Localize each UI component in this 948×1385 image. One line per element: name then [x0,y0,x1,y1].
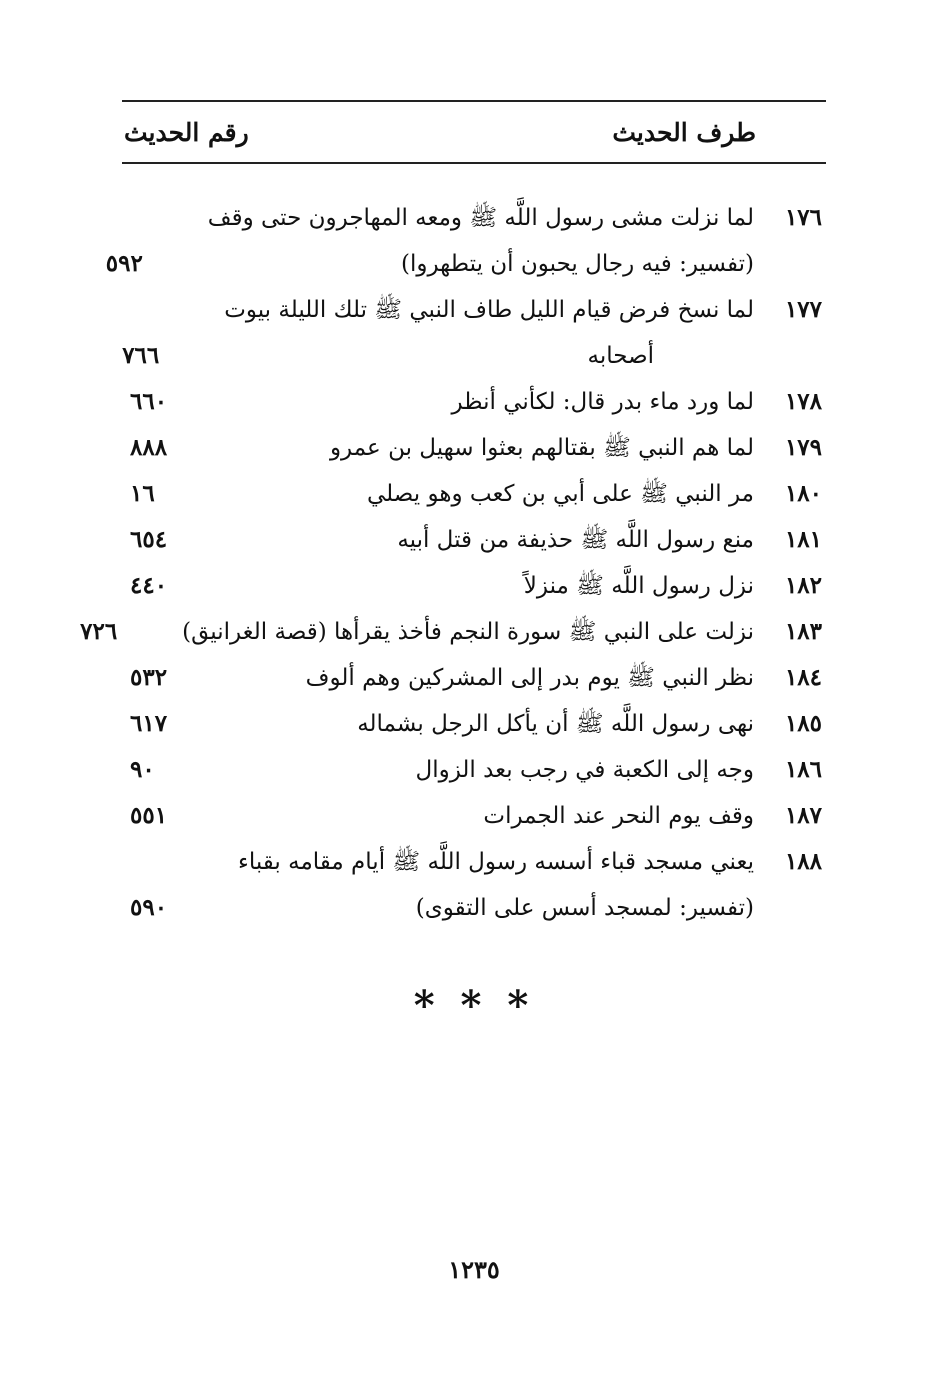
entry-hadith-number: ١٦ [130,480,155,507]
entry-hadith-number: ٦١٧ [130,710,168,737]
list-item [122,517,826,563]
entry-index: ١٧٧ [784,296,822,323]
entry-hadith-number: ٦٥٤ [130,526,168,553]
list-item [122,471,826,517]
list-item [122,747,826,793]
entry-line: لما نزلت مشى رسول اللَّه ﷺ ومعه المهاجرون حتى وقف [207,205,754,231]
entry-line: أصحابه [587,343,654,369]
entry-index: ١٨٦ [784,756,822,783]
entry-line: يعني مسجد قباء أسسه رسول اللَّه ﷺ أيام مقامه بقباء [238,849,754,875]
entry-index: ١٨٨ [784,848,822,875]
list-item [122,655,826,701]
entry-hadith-number: ٥٩٠ [130,894,168,921]
entry-text: مر النبي ﷺ على أبي بن كعب وهو يصلي [367,481,754,507]
entry-index: ١٨٣ [784,618,822,645]
hadith-index-list [80,195,826,931]
entry-line: (تفسير: لمسجد أسس على التقوى) [415,895,754,921]
entry-index: ١٨٤ [784,664,822,691]
entry-index: ١٧٦ [784,204,822,231]
list-item [122,563,826,609]
entry-text [208,195,754,287]
entry-hadith-number: ٨٨٨ [130,434,168,461]
entry-text: لما هم النبي ﷺ بقتالهم بعثوا سهيل بن عمرو [329,435,754,461]
entry-line: (تفسير: فيه رجال يحبون أن يتطهروا) [401,251,754,277]
entry-index: ١٨٥ [784,710,822,737]
entry-index: ١٧٩ [784,434,822,461]
section-separator: * * * [413,982,535,1029]
entry-text: نهى رسول اللَّه ﷺ أن يأكل الرجل بشماله [357,711,754,737]
list-item [122,379,826,425]
table-header [122,100,826,164]
entry-text: منع رسول اللَّه ﷺ حذيفة من قتل أبيه [397,527,754,553]
entry-index: ١٨٠ [784,480,822,507]
entry-text: نزلت على النبي ﷺ سورة النجم فأخذ يقرأها (قصة الغرانيق) [182,619,754,645]
entry-hadith-number: ٧٢٦ [80,618,118,645]
entry-index: ١٨١ [784,526,822,553]
entry-hadith-number: ٧٦٦ [122,342,160,369]
entry-line: لما نسخ فرض قيام الليل طاف النبي ﷺ تلك الليلة بيوت [224,297,754,323]
list-item [122,701,826,747]
entry-text: نظر النبي ﷺ يوم بدر إلى المشركين وهم ألوف [305,665,754,691]
entry-hadith-number: ٥٩٢ [105,250,143,277]
entry-hadith-number: ٦٦٠ [130,388,168,415]
entry-index: ١٧٨ [784,388,822,415]
hadith-number-column-header: رقم الحديث [124,118,249,147]
list-item [80,609,826,655]
entry-text: نزل رسول اللَّه ﷺ منزلاً [523,573,754,599]
entry-hadith-number: ٥٥١ [130,802,168,829]
list-item [122,839,826,931]
list-item [122,793,826,839]
list-item [122,425,826,471]
entry-text: وجه إلى الكعبة في رجب بعد الزوال [415,757,754,783]
entry-text: لما ورد ماء بدر قال: لكأني أنظر [451,389,754,415]
entry-index: ١٨٢ [784,572,822,599]
list-item [105,195,826,287]
hadith-extract-column-header: طرف الحديث [612,118,756,147]
entry-text [224,287,754,379]
entry-index: ١٨٧ [784,802,822,829]
list-item [122,287,826,379]
entry-hadith-number: ٩٠ [130,756,155,783]
entry-text: وقف يوم النحر عند الجمرات [483,803,754,829]
entry-hadith-number: ٥٣٢ [130,664,168,691]
entry-text [232,839,754,931]
page-number: ١٢٣٥ [448,1255,500,1284]
entry-hadith-number: ٤٤٠ [130,572,168,599]
